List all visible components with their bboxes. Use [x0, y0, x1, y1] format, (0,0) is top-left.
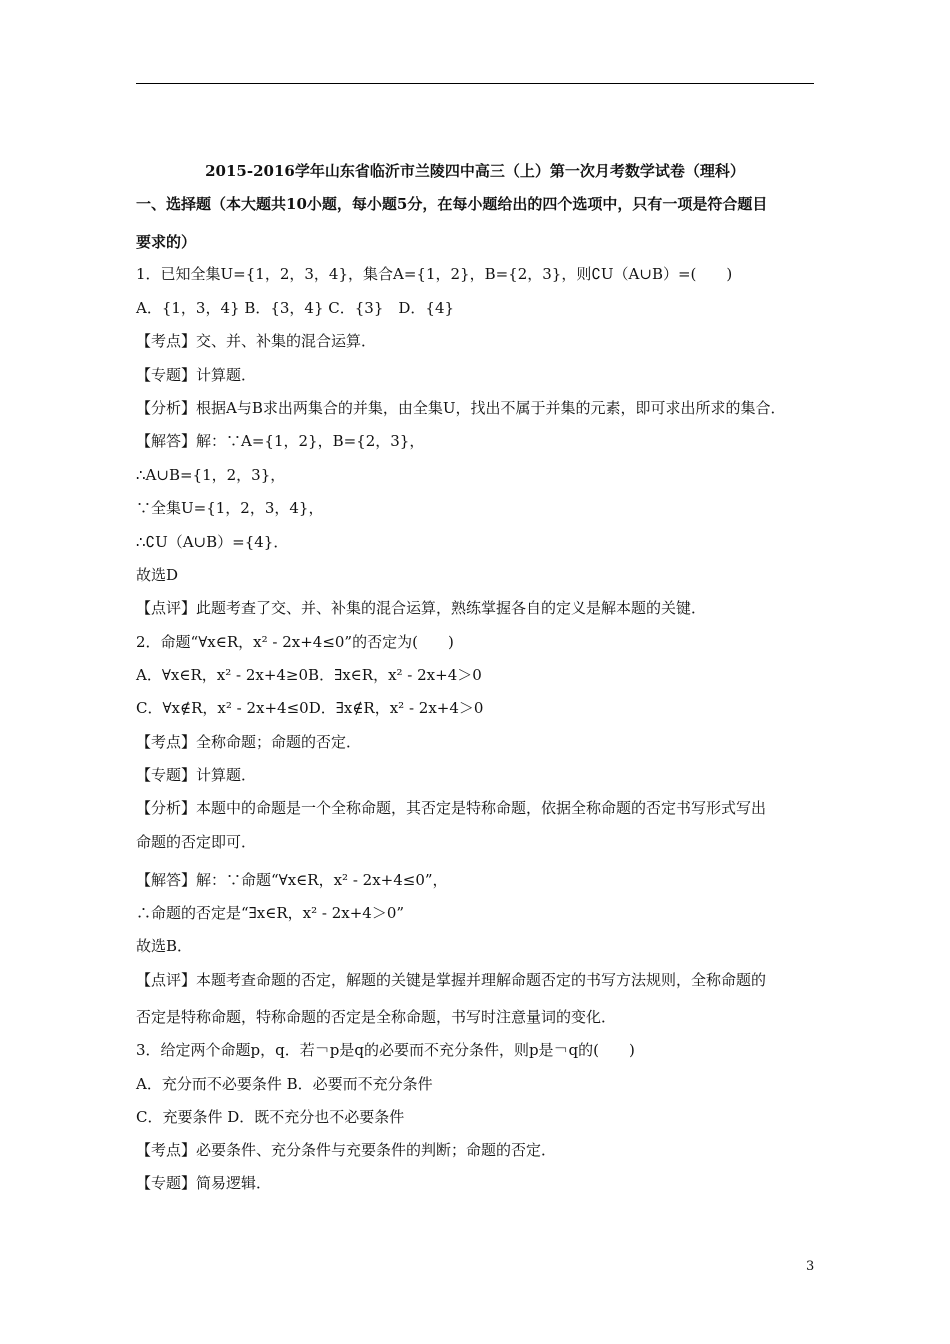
text-line: C．充要条件 D．既不充分也不必要条件 [136, 1108, 405, 1126]
text-line: 故选D [136, 566, 179, 584]
header-rule [136, 83, 814, 84]
text-line: 【考点】交、并、补集的混合运算． [136, 332, 377, 350]
text-line: 【专题】计算题． [136, 766, 257, 784]
text-line: ∴∁U（A∪B）={4}． [136, 533, 289, 551]
text-line: 【点评】此题考查了交、并、补集的混合运算，熟练掌握各自的定义是解本题的关键． [136, 599, 707, 617]
text-line: 故选B． [136, 937, 193, 955]
text-line: 【专题】计算题． [136, 366, 257, 384]
text-line: 【专题】简易逻辑． [136, 1174, 272, 1192]
text-line: 【分析】根据A与B求出两集合的并集，由全集U，找出不属于并集的元素，即可求出所求的集合． [136, 399, 786, 417]
text-line: 【分析】本题中的命题是一个全称命题，其否定是特称命题，依据全称命题的否定书写形式写出 [136, 799, 767, 817]
text-line: 【解答】解：∵命题“∀x∈R，x² - 2x+4≤0”， [136, 871, 448, 889]
text-line: 【解答】解：∵A={1，2}，B={2，3}， [136, 432, 425, 450]
text-line: ∵全集U={1，2，3，4}， [136, 499, 324, 517]
text-line: C．∀x∉R，x² - 2x+4≤0D．∃x∉R，x² - 2x+4＞0 [136, 699, 484, 717]
text-line: 命题的否定即可． [136, 833, 257, 851]
text-line: 3．给定两个命题p，q．若￢p是q的必要而不充分条件，则p是￢q的( ) [136, 1041, 635, 1059]
text-line: 【点评】本题考查命题的否定，解题的关键是掌握并理解命题否定的书写方法规则，全称命题的 [136, 971, 767, 989]
text-line: A．充分而不必要条件 B．必要而不充分条件 [136, 1075, 433, 1093]
page-title: 2015-2016学年山东省临沂市兰陵四中高三（上）第一次月考数学试卷（理科） [205, 162, 745, 180]
text-line: A．∀x∈R，x² - 2x+4≥0B．∃x∈R，x² - 2x+4＞0 [136, 666, 482, 684]
page-number: 3 [806, 1259, 815, 1274]
text-line: ∴命题的否定是“∃x∈R，x² - 2x+4＞0” [136, 904, 405, 922]
text-line: 2．命题“∀x∈R，x² - 2x+4≤0”的否定为( ) [136, 633, 454, 651]
text-line: 【考点】必要条件、充分条件与充要条件的判断；命题的否定． [136, 1141, 557, 1159]
text-line: A．{1，3，4} B．{3，4} C．{3} D．{4} [136, 299, 455, 317]
text-line: ∴A∪B={1，2，3}， [136, 466, 286, 484]
section-heading-cont: 要求的） [136, 233, 197, 251]
text-line: 【考点】全称命题；命题的否定． [136, 733, 362, 751]
text-line: 1．已知全集U={1，2，3，4}，集合A={1，2}，B={2，3}，则∁U（A∪B）=( ) [136, 265, 733, 283]
text-line: 否定是特称命题，特称命题的否定是全称命题，书写时注意量词的变化． [136, 1008, 617, 1026]
section-heading: 一、选择题（本大题共10小题，每小题5分，在每小题给出的四个选项中，只有一项是符合题目 [136, 195, 768, 213]
